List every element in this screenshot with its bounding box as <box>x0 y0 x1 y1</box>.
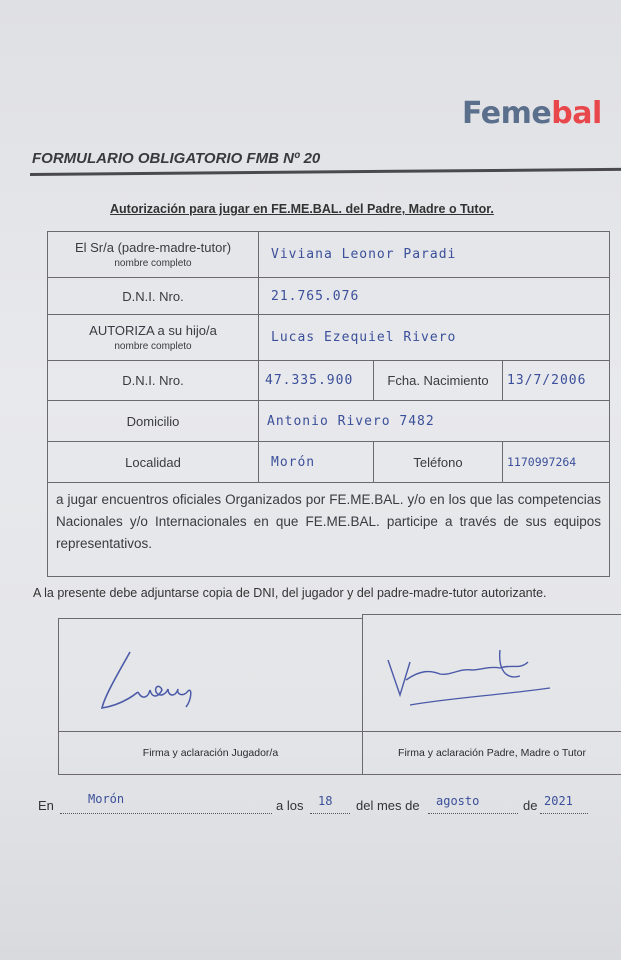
footer-day-line <box>310 812 350 814</box>
child-label-cell <box>47 314 259 361</box>
footer-en-label: En <box>38 798 54 813</box>
address-field[interactable]: Antonio Rivero 7482 <box>258 400 610 442</box>
child-dni-label: D.N.I. Nro. <box>47 360 259 401</box>
footer-city-line <box>60 812 272 814</box>
footer-city-value[interactable]: Morón <box>88 792 125 806</box>
tutor-label: El Sr/a (padre-madre-tutor) <box>74 240 232 255</box>
child-label: AUTORIZA a su hijo/a <box>89 323 217 338</box>
tutor-name-field[interactable]: Viviana Leonor Paradi <box>258 231 610 278</box>
footer-month-value[interactable]: agosto <box>436 794 480 808</box>
tutor-dni-field[interactable]: 21.765.076 <box>258 277 610 315</box>
city-field[interactable]: Morón <box>258 441 374 483</box>
phone-field[interactable]: 1170997264 <box>502 441 610 483</box>
birth-date-field[interactable]: 13/7/2006 <box>502 360 610 401</box>
footer-de-label: de <box>523 798 538 813</box>
footer-day-value[interactable]: 18 <box>318 794 333 808</box>
phone-label: Teléfono <box>373 441 503 483</box>
footer-year-line <box>540 812 588 814</box>
player-signature-caption: Firma y aclaración Jugador/a <box>58 731 363 775</box>
address-label: Domicilio <box>47 400 259 442</box>
footer-a-los-label: a los <box>276 798 304 813</box>
femebal-logo: Femebal <box>462 96 602 131</box>
child-dni-field[interactable]: 47.335.900 <box>258 360 374 401</box>
tutor-signature-caption: Firma y aclaración Padre, Madre o Tutor <box>362 731 621 775</box>
authorization-paragraph: a jugar encuentros oficiales Organizados por FE.ME.BAL. y/o en los que las competencias Nacionales y/o Internacionales en que FE.ME.BAL. participe a través de sus equipos representativos. <box>47 482 610 577</box>
player-signature-mark <box>90 640 230 720</box>
city-label: Localidad <box>47 441 259 483</box>
footer-mes-label: del mes de <box>356 798 420 813</box>
footer-year-value[interactable]: 2021 <box>544 794 573 808</box>
tutor-label-cell <box>47 231 259 278</box>
authorization-heading: Autorización para jugar en FE.ME.BAL. del Padre, Madre o Tutor. <box>110 202 494 216</box>
form-title: FORMULARIO OBLIGATORIO FMB Nº 20 <box>32 150 321 167</box>
footer-month-line <box>428 812 518 814</box>
child-name-field[interactable]: Lucas Ezequiel Rivero <box>258 314 610 361</box>
birth-date-label: Fcha. Nacimiento <box>373 360 503 401</box>
child-sublabel: nombre completo <box>114 341 192 352</box>
tutor-signature-mark <box>380 640 560 720</box>
tutor-sublabel: nombre completo <box>114 258 192 269</box>
dni-copy-note: A la presente debe adjuntarse copia de DNI, del jugador y del padre-madre-tutor autorizante. <box>33 586 547 600</box>
tutor-dni-label: D.N.I. Nro. <box>47 277 259 315</box>
